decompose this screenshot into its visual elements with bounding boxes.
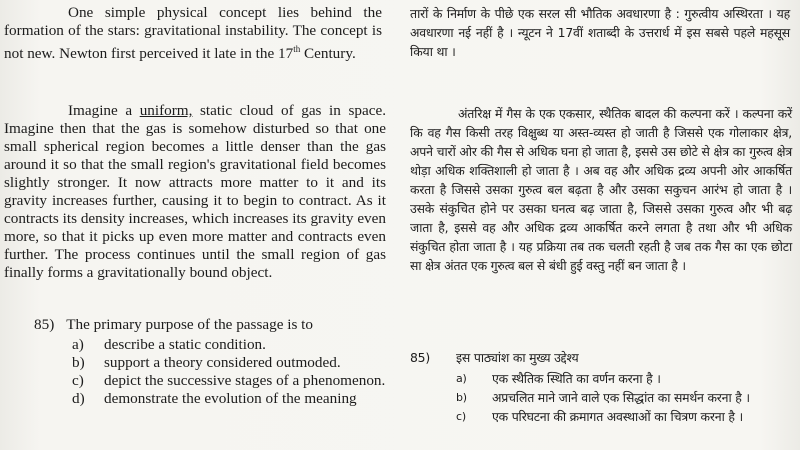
english-intro-text: One simple physical concept lies behind the formation of the stars: gravitational instability. The concept is not new. Newton first perceived it late in the 17 [4,4,382,63]
option-text: एक स्थैतिक स्थिति का वर्णन करना है । [492,371,661,386]
option-text: describe a static condition. [104,336,266,353]
hindi-option-a [456,369,790,388]
option-label: b) [456,391,467,404]
hindi-paragraph-cloud: अंतरिक्ष में गैस के एक एकसार, स्थैतिक बादल की कल्पना करें । कल्पना करें कि वह गैस किसी तरह विक्षुब्ध या अस्त-व्यस्त हो जाती है जिससे एक गोलाकार क्षेत्र, अपने चारों ओर की गैस से अधिक घना हो जाता है, इससे उस छोटे से क्षेत्र का गुरुत्व क्षेत्र थोड़ा अधिक शक्तिशाली हो जाता है । अब वह और अधिक द्रव्य अपनी ओर आकर्षित करता है जिससे उसका गुरुत्व बल बढ़ता है और उसका सकुचन आरंभ हो जाता है । उसके संकुचित होने पर उसका घनत्व बढ़ जाता है, जिससे उसका गुरुत्व और भी बढ़ जाता है, इससे वह और अधिक द्रव्य आकर्षित करने लगता है तथा और भी अधिक संकुचित होता जाता है । यह प्रक्रिया तब तक चलती रहती है जब तक गैस का एक छोटा सा क्षेत्र अंतत एक गुरुत्व बल से बंधी हुई वस्तु नहीं बन जाता है । [410,106,792,273]
option-text: एक परिघटना की क्रमागत अवस्थाओं का चित्रण करना है । [492,409,743,424]
hindi-question [410,348,790,426]
option-text: support a theory considered outmoded. [104,354,341,371]
question-number: 85) [410,350,431,365]
hindi-options [456,369,790,426]
english-paragraph-cloud [4,102,386,282]
question-number: 85) [34,316,55,333]
english-option-c [72,372,394,390]
question-stem-text: The primary purpose of the passage is to [66,316,313,333]
english-option-d [72,390,394,408]
question-stem-text: इस पाठ्यांश का मुख्य उद्देश्य [456,350,579,365]
english-question [34,316,394,408]
hindi-option-b [456,388,790,407]
option-text: depict the successive stages of a phenomenon. [104,372,386,389]
hindi-question-stem [410,348,790,367]
option-text: अप्रचलित माने जाने वाले एक सिद्धांत का समर्थन करना है । [492,390,750,405]
english-paragraph-intro [4,4,382,63]
option-label: a) [456,372,467,385]
english-cloud-pre: Imagine a [68,102,140,119]
english-cloud-body: static cloud of gas in space. Imagine then that the gas is somehow disturbed so that one small spherical region becomes a little denser than the gas around it so that the small region's gravitational field becomes slightly stronger. It now attracts more matter to it and its gravity increases further, causing it to begin to contract. As it contracts its density increases, which increases its gravity even more, so that it picks up even more matter and contracts even further. The process continues until the small region of gas finally forms a gravitationally bound object. [4,102,386,281]
hindi-option-c [456,407,790,426]
english-question-stem [34,316,394,334]
english-intro-text-end: Century. [300,45,356,63]
option-text: demonstrate the evolution of the meaning [104,390,357,407]
century-superscript: th [293,44,301,54]
underlined-word-uniform: uniform, [139,102,193,119]
option-label: c) [456,410,466,423]
option-label: b) [72,354,85,371]
option-label: c) [72,372,84,389]
option-label: a) [72,336,84,353]
english-option-b [72,354,394,372]
english-option-a [72,336,394,354]
hindi-paragraph-intro: तारों के निर्माण के पीछे एक सरल सी भौतिक अवधारणा है : गुरुत्वीय अस्थिरता । यह अवधारणा नई नहीं है । न्यूटन ने 17वीं शताब्दी के उत्तरार्ध में इस सबसे पहले महसूस किया था । [410,6,790,59]
option-label: d) [72,390,85,407]
english-options [72,336,394,408]
